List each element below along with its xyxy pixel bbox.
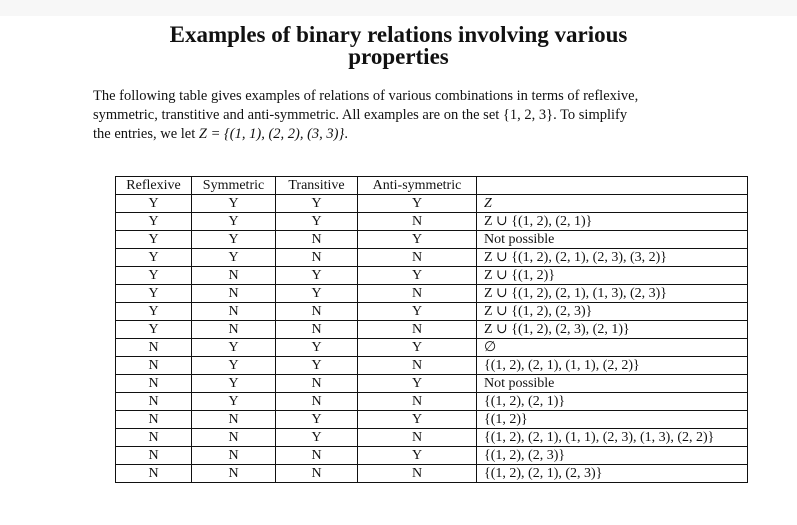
cell-anti-symmetric: Y: [358, 411, 477, 429]
cell-symmetric: Y: [192, 375, 276, 393]
cell-example: Not possible: [477, 231, 748, 249]
cell-anti-symmetric: Y: [358, 339, 477, 357]
cell-symmetric: Y: [192, 339, 276, 357]
table-row: [116, 447, 748, 465]
cell-anti-symmetric: N: [358, 465, 477, 483]
cell-anti-symmetric: Y: [358, 195, 477, 213]
relations-table: [115, 176, 748, 483]
table-row: [116, 321, 748, 339]
page-title-line-1: Examples of binary relations involving various: [169, 22, 628, 47]
header-anti-symmetric: Anti-symmetric: [358, 177, 477, 195]
cell-symmetric: N: [192, 465, 276, 483]
cell-transitive: Y: [276, 411, 358, 429]
cell-symmetric: Y: [192, 195, 276, 213]
intro-line-3-suffix: .: [344, 126, 348, 142]
cell-transitive: N: [276, 249, 358, 267]
cell-reflexive: N: [116, 447, 192, 465]
cell-anti-symmetric: Y: [358, 231, 477, 249]
cell-anti-symmetric: Y: [358, 267, 477, 285]
cell-anti-symmetric: N: [358, 357, 477, 375]
cell-transitive: N: [276, 447, 358, 465]
cell-transitive: Y: [276, 267, 358, 285]
cell-example: Z ∪ {(1, 2), (2, 1), (1, 3), (2, 3)}: [477, 285, 748, 303]
intro-line-3: [93, 125, 733, 144]
cell-reflexive: Y: [116, 249, 192, 267]
table-row: [116, 375, 748, 393]
intro-line-1: The following table gives examples of relations of various combinations in terms of reflexive,: [93, 88, 639, 104]
cell-example: {(1, 2), (2, 1)}: [477, 393, 748, 411]
cell-reflexive: N: [116, 375, 192, 393]
table-body: [116, 195, 748, 483]
cell-anti-symmetric: Y: [358, 303, 477, 321]
cell-reflexive: N: [116, 429, 192, 447]
cell-symmetric: Y: [192, 231, 276, 249]
header-example: [477, 177, 748, 195]
table-header-row: [116, 177, 748, 195]
cell-transitive: Y: [276, 357, 358, 375]
header-symmetric: Symmetric: [192, 177, 276, 195]
header-transitive: Transitive: [276, 177, 358, 195]
cell-transitive: N: [276, 393, 358, 411]
cell-reflexive: N: [116, 465, 192, 483]
cell-reflexive: Y: [116, 267, 192, 285]
cell-reflexive: N: [116, 411, 192, 429]
cell-example: Z ∪ {(1, 2), (2, 3)}: [477, 303, 748, 321]
cell-symmetric: Y: [192, 213, 276, 231]
table-row: [116, 465, 748, 483]
cell-reflexive: Y: [116, 321, 192, 339]
cell-anti-symmetric: Y: [358, 447, 477, 465]
cell-transitive: Y: [276, 429, 358, 447]
cell-example: ∅: [477, 339, 748, 357]
cell-transitive: N: [276, 231, 358, 249]
table-row: [116, 357, 748, 375]
cell-reflexive: Y: [116, 285, 192, 303]
cell-symmetric: N: [192, 411, 276, 429]
cell-reflexive: N: [116, 393, 192, 411]
cell-example: {(1, 2)}: [477, 411, 748, 429]
cell-symmetric: N: [192, 285, 276, 303]
cell-anti-symmetric: N: [358, 321, 477, 339]
cell-symmetric: N: [192, 447, 276, 465]
table-row: [116, 285, 748, 303]
cell-symmetric: N: [192, 303, 276, 321]
table-row: [116, 249, 748, 267]
cell-transitive: N: [276, 321, 358, 339]
cell-symmetric: Y: [192, 249, 276, 267]
cell-example: {(1, 2), (2, 3)}: [477, 447, 748, 465]
cell-example: Z ∪ {(1, 2)}: [477, 267, 748, 285]
cell-transitive: N: [276, 375, 358, 393]
table-row: [116, 195, 748, 213]
cell-reflexive: N: [116, 339, 192, 357]
intro-paragraph: [93, 87, 733, 144]
intro-z-definition: Z = {(1, 1), (2, 2), (3, 3)}: [198, 126, 345, 142]
cell-example: {(1, 2), (2, 1), (1, 1), (2, 2)}: [477, 357, 748, 375]
cell-symmetric: Y: [192, 393, 276, 411]
cell-anti-symmetric: N: [358, 285, 477, 303]
cell-reflexive: Y: [116, 213, 192, 231]
table-row: [116, 231, 748, 249]
cell-symmetric: N: [192, 429, 276, 447]
cell-transitive: N: [276, 303, 358, 321]
cell-example: Z ∪ {(1, 2), (2, 1)}: [477, 213, 748, 231]
cell-symmetric: Y: [192, 357, 276, 375]
table-row: [116, 267, 748, 285]
page-title: [0, 24, 797, 68]
top-bar: [0, 0, 797, 16]
header-reflexive: Reflexive: [116, 177, 192, 195]
cell-transitive: Y: [276, 285, 358, 303]
cell-example: Z ∪ {(1, 2), (2, 3), (2, 1)}: [477, 321, 748, 339]
cell-anti-symmetric: N: [358, 213, 477, 231]
cell-symmetric: N: [192, 267, 276, 285]
cell-reflexive: N: [116, 357, 192, 375]
intro-line-2: symmetric, transtitive and anti-symmetric. All examples are on the set {1, 2, 3}. To simplify: [93, 107, 628, 123]
cell-transitive: Y: [276, 195, 358, 213]
cell-transitive: Y: [276, 213, 358, 231]
cell-example: {(1, 2), (2, 1), (2, 3)}: [477, 465, 748, 483]
cell-anti-symmetric: Y: [358, 375, 477, 393]
cell-example: Z ∪ {(1, 2), (2, 1), (2, 3), (3, 2)}: [477, 249, 748, 267]
cell-symmetric: N: [192, 321, 276, 339]
intro-line-3-prefix: the entries, we let: [93, 126, 199, 142]
table-row: [116, 393, 748, 411]
cell-transitive: Y: [276, 339, 358, 357]
table-row: [116, 339, 748, 357]
cell-anti-symmetric: N: [358, 429, 477, 447]
table-row: [116, 213, 748, 231]
cell-reflexive: Y: [116, 231, 192, 249]
table-row: [116, 303, 748, 321]
cell-reflexive: Y: [116, 303, 192, 321]
cell-anti-symmetric: N: [358, 249, 477, 267]
cell-example: {(1, 2), (2, 1), (1, 1), (2, 3), (1, 3), (2, 2)}: [477, 429, 748, 447]
table-row: [116, 429, 748, 447]
cell-example: Not possible: [477, 375, 748, 393]
cell-transitive: N: [276, 465, 358, 483]
page-title-line-2: properties: [348, 44, 449, 69]
cell-anti-symmetric: N: [358, 393, 477, 411]
cell-reflexive: Y: [116, 195, 192, 213]
cell-example: Z: [477, 195, 748, 213]
table-row: [116, 411, 748, 429]
